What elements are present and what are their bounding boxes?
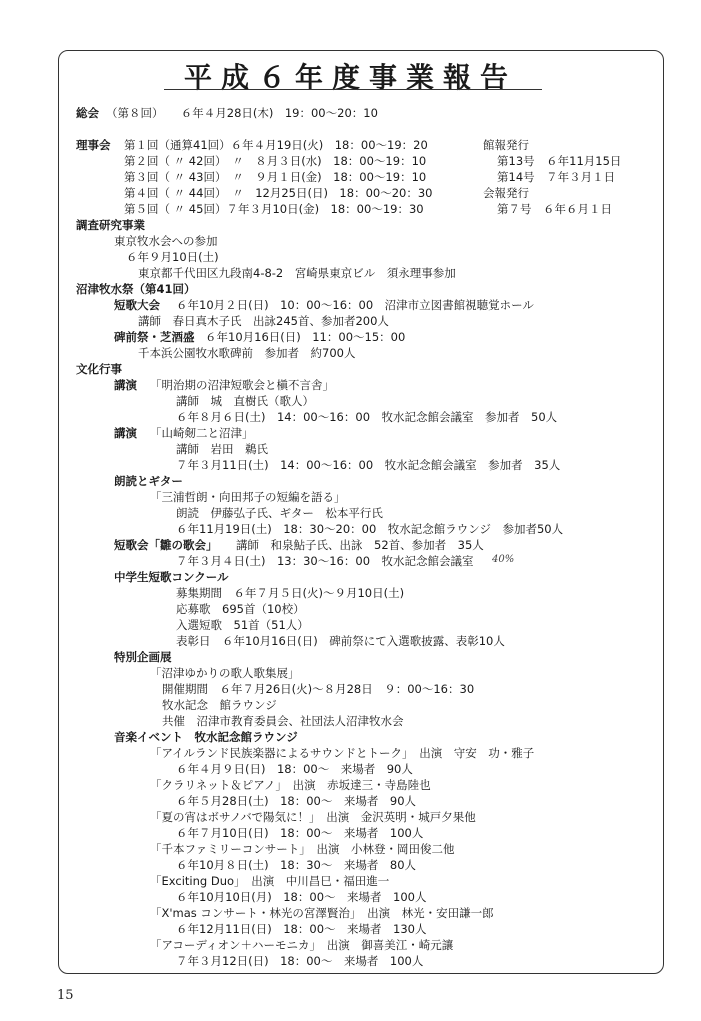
hina-koshi: 講師 和泉鮎子氏、出詠 52首、参加者 35人 — [236, 538, 484, 552]
concert-date: ６年12月11日(日) 18：00〜 来場者 130人 — [176, 922, 427, 936]
kaiho-issue: 第７号 ６年６月１日 — [497, 202, 612, 216]
concert-title: 「アイルランド民族楽器によるサウンドとトーク」 出演 守安 功・雅子 — [150, 746, 535, 760]
chosa-line: 東京牧水会への参加 — [114, 234, 218, 248]
tokubetsu-title: 「沼津ゆかりの歌人歌集展」 — [150, 666, 300, 680]
concert-title: 「X'mas コンサート・林光の宮澤賢治」 出演 林光・安田謙一郎 — [150, 906, 494, 920]
bokusuisai-heading: 沼津牧水祭（第41回） — [76, 282, 196, 296]
sokai-label: 総会 — [76, 106, 99, 120]
himae-label: 碑前祭・芝酒盛 — [114, 330, 195, 344]
title-underline — [164, 89, 542, 90]
chugaku-label: 中学生短歌コンクール — [114, 570, 229, 584]
concert-title: 「クラリネット＆ピアノ」 出演 赤坂達三・寺島陸也 — [150, 778, 431, 792]
rodoku-perf: 朗読 伊藤弘子氏、ギター 松本平行氏 — [176, 506, 383, 520]
concert-date: ６年５月28日(土) 18：00〜 来場者 90人 — [176, 794, 417, 808]
koen1-date: ６年８月６日(土) 14：00〜16：00 牧水記念館会議室 参加者 50人 — [176, 410, 558, 424]
hina-handwritten-note: 40% — [492, 554, 515, 565]
hina-label: 短歌会「雛の歌会」 — [114, 538, 218, 552]
kanpo-label: 館報発行 — [483, 138, 529, 152]
himae-place: 千本浜公園牧水歌碑前 参加者 約700人 — [138, 346, 356, 360]
rijikai-label: 理事会 — [76, 138, 111, 152]
sokai-text: （第８回） ６年４月28日(木) 19：00〜20：10 — [106, 106, 378, 120]
concert-title: 「アコーディオン＋ハーモニカ」 出演 御喜美江・崎元讓 — [150, 938, 454, 952]
rodoku-label: 朗読とギター — [114, 474, 183, 488]
tokubetsu-label: 特別企画展 — [114, 650, 172, 664]
bunka-heading: 文化行事 — [76, 362, 122, 376]
concert-date: ６年７月10日(日) 18：00〜 来場者 100人 — [176, 826, 424, 840]
chosa-heading: 調査研究事業 — [76, 218, 145, 232]
koen1-label: 講演 — [114, 378, 137, 392]
koen2-label: 講演 — [114, 426, 137, 440]
koen2-date: ７年３月11日(土) 14：00〜16：00 牧水記念館会議室 参加者 35人 — [176, 458, 561, 472]
concert-date: ６年10月８日(土) 18：30〜 来場者 80人 — [176, 858, 417, 872]
rijikai-row: 第１回（通算41回）６年４月19日(火) 18：00〜19：20 — [124, 138, 428, 152]
kaiho-label: 会報発行 — [483, 186, 529, 200]
concert-title: 「Exciting Duo」 出演 中川昌巳・福田進一 — [150, 874, 390, 888]
tanka-koshi: 講師 春日真木子氏 出詠245首、参加者200人 — [138, 314, 389, 328]
koen1-koshi: 講師 城 直樹氏（歌人） — [176, 394, 314, 408]
koen2-koshi: 講師 岩田 鵜氏 — [176, 442, 268, 456]
koen1-title: 「明治期の沼津短歌会と槇不言舎」 — [150, 378, 334, 392]
chugaku-line: 表彰日 ６年10月16日(日) 碑前祭にて入選歌披露、表彰10人 — [176, 634, 505, 648]
tokubetsu-line: 開催期間 ６年７月26日(火)〜８月28日 ９：00〜16：30 — [162, 682, 475, 696]
chosa-line: 東京都千代田区九段南4-8-2 宮崎県東京ビル 須永理事参加 — [138, 266, 456, 280]
chugaku-line: 入選短歌 51首（51人） — [176, 618, 309, 632]
rijikai-row: 第５回（ 〃 45回）７年３月10日(金) 18：00〜19：30 — [124, 202, 424, 216]
hina-date: ７年３月４日(土) 13：30〜16：00 牧水記念館会議室 — [176, 554, 474, 568]
ongaku-label: 音楽イベント 牧水記念館ラウンジ — [114, 730, 298, 744]
rodoku-date: ６年11月19日(土) 18：30〜20：00 牧水記念館ラウンジ 参加者50人 — [176, 522, 564, 536]
rijikai-row: 第３回（ 〃 43回） 〃 ９月１日(金) 18：00〜19：10 — [124, 170, 427, 184]
tokubetsu-line: 牧水記念 館ラウンジ — [162, 698, 277, 712]
concert-date: ６年４月９日(日) 18：00〜 来場者 90人 — [176, 762, 413, 776]
tanka-text: ６年10月２日(日) 10：00〜16：00 沼津市立図書館視聴覚ホール — [176, 298, 534, 312]
chugaku-line: 応募歌 695首（10校） — [176, 602, 305, 616]
chosa-line: ６年９月10日(土) — [126, 250, 219, 264]
kanpo-issue: 第13号 ６年11月15日 — [497, 154, 622, 168]
kanpo-issue: 第14号 ７年３月１日 — [497, 170, 616, 184]
chugaku-line: 募集期間 ６年７月５日(火)〜９月10日(土) — [176, 586, 405, 600]
concert-date: ６年10月10日(月) 18：00〜 来場者 100人 — [176, 890, 427, 904]
rijikai-row: 第２回（ 〃 42回） 〃 ８月３日(水) 18：00〜19：10 — [124, 154, 427, 168]
koen2-title: 「山崎剱二と沼津」 — [150, 426, 254, 440]
rodoku-title: 「三浦哲朗・向田邦子の短編を語る」 — [150, 490, 346, 504]
page-title: 平成６年度事業報告 — [183, 61, 517, 94]
himae-text: ６年10月16日(日) 11：00〜15：00 — [205, 330, 406, 344]
page-number: 15 — [57, 988, 74, 1003]
concert-title: 「千本ファミリーコンサート」 出演 小林登・岡田俊二他 — [150, 842, 455, 856]
concert-date: ７年３月12日(日) 18：00〜 来場者 100人 — [176, 954, 424, 968]
concert-title: 「夏の宵はボサノバで陽気に！」 出演 金沢英明・城戸夕果他 — [150, 810, 476, 824]
rijikai-row: 第４回（ 〃 44回） 〃 12月25日(日) 18：00〜20：30 — [124, 186, 433, 200]
tanka-label: 短歌大会 — [114, 298, 160, 312]
tokubetsu-line: 共催 沼津市教育委員会、社団法人沼津牧水会 — [162, 714, 404, 728]
